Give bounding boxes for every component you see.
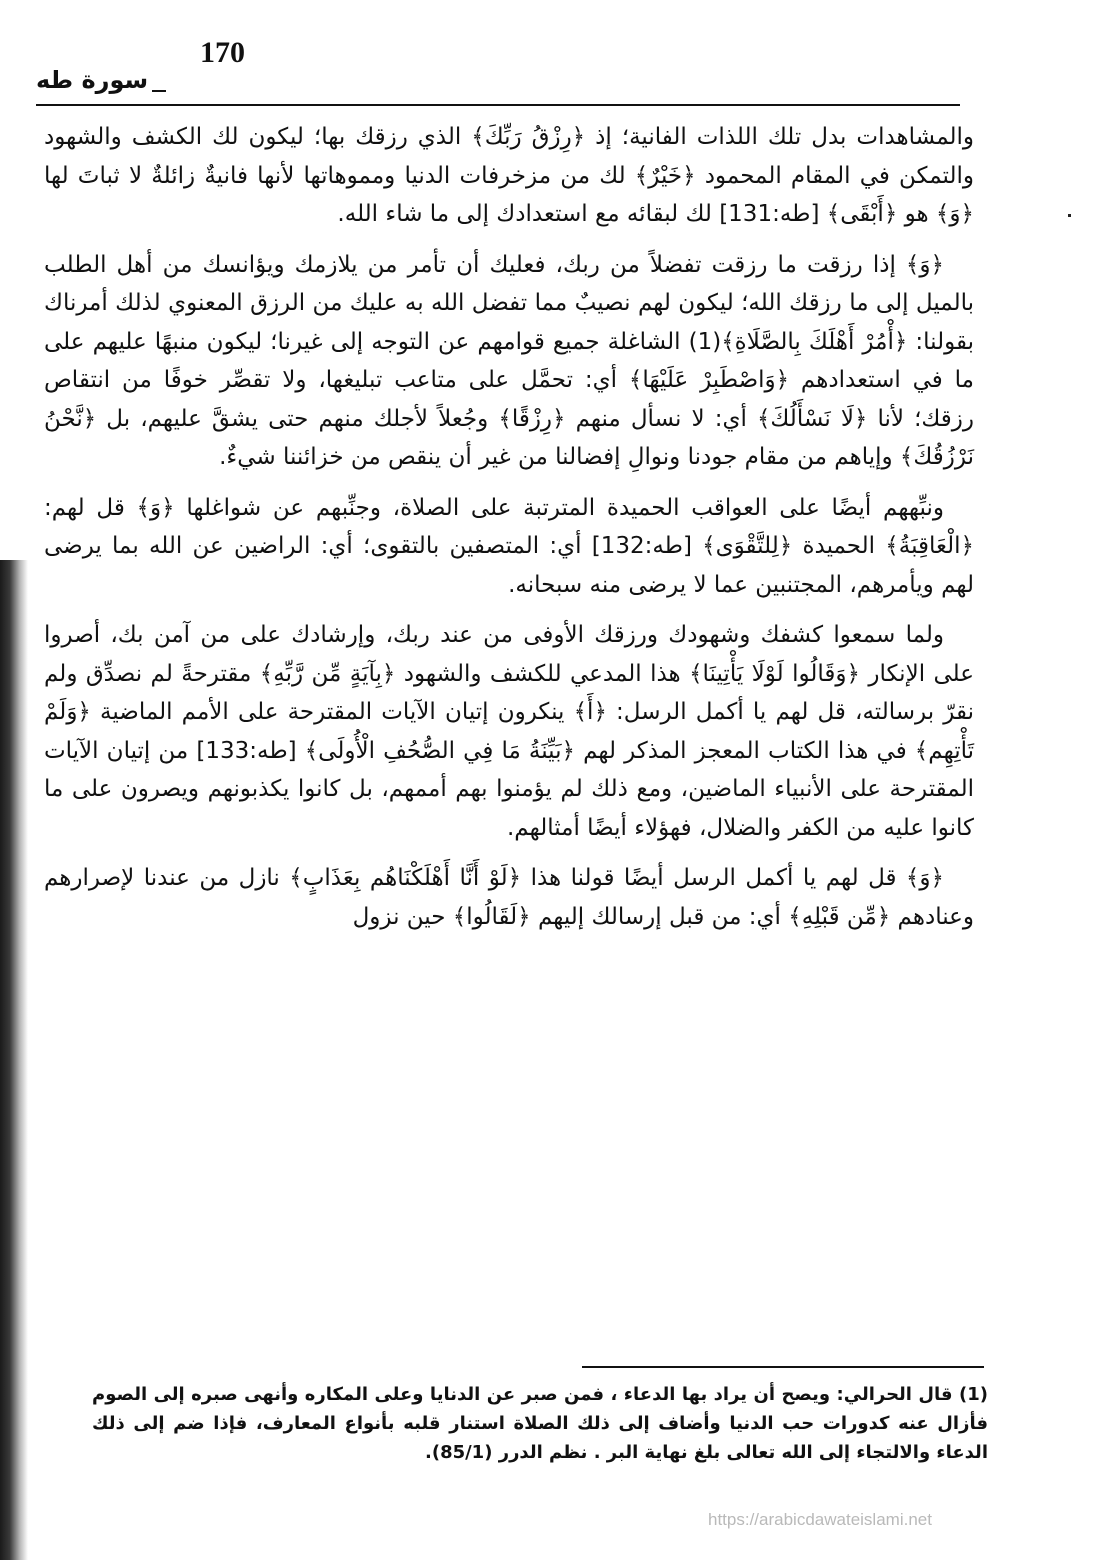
paragraph-4: ولما سمعوا كشفك وشهودك ورزقك الأوفى من عند ربك، وإرشادك على من آمن بك، أصروا على الإنكار ﴿وَقَالُوا لَوْلَا يَأْتِينَا﴾ هذا المدعي للكشف والشهود ﴿بِآيَةٍ مِّن رَّبِّهِ﴾ مقترحةً لم نصدِّق ولم نقرّ برسالته، قل لهم يا أكمل الرسل: ﴿أَ﴾ ينكرون إتيان الآيات المقترحة على الأمم الماضية ﴿وَلَمْ تَأْتِهِم﴾ في هذا الكتاب المعجز المذكر لهم ﴿بَيِّنَةُ مَا فِي الصُّحُفِ الْأُولَى﴾ [طه:133] من إتيان الآيات المقترحة على الأنبياء الماضين، ومع ذلك لم يؤمنوا بهم أممهم، بل كانوا يكذبونهم ويصرون على ما كانوا عليه من الكفر والضلال، فهؤلاء أيضًا أمثالهم. [44, 622, 975, 841]
header-dash [152, 90, 166, 92]
surah-title: سورة طه [36, 66, 149, 94]
paragraph-3: ونبِّههم أيضًا على العواقب الحميدة المترتبة على الصلاة، وجنِّبهم عن شواغلها ﴿وَ﴾ قل لهم: ﴿الْعَاقِبَةُ﴾ الحميدة ﴿لِلتَّقْوَى﴾ [طه:132] أي: المتصفين بالتقوى؛ أي: الراضين عن الله بما يرضى لهم ويأمرهم، المجتنبين عما لا يرضى منه سبحانه. [44, 494, 974, 598]
footnote: (1) قال الحرالي: ويصح أن يراد بها الدعاء ، فمن صبر عن الدنايا وعلى المكاره وأنهى صبره إلى الصوم فأزال عنه كدورات حب الدنيا وأضاف إلى ذلك الصلاة استنار قلبه بأنواع المعارف، فإذا ضم إلى ذلك الدعاء والالتجاء إلى الله تعالى بلغ نهاية البر . نظم الدرر (85/1). [92, 1384, 988, 1463]
margin-speck [1068, 214, 1071, 217]
header-rule [36, 104, 960, 106]
footnote-rule [582, 1366, 984, 1368]
scan-shadow-edge [0, 560, 28, 1560]
paragraph-2: ﴿وَ﴾ إذا رزقت ما رزقت تفضلاً من ربك، فعليك أن تأمر من يلازمك ويؤانسك من أهل الطلب بالميل إلى ما رزقك الله؛ ليكون لهم نصيبٌ مما تفضل الله به عليك من الرزق المعنوي لذلك أمرناك بقولنا: ﴿أْمُرْ أَهْلَكَ بِالصَّلَاةِ﴾(1) الشاغلة جميع قوامهم عن التوجه إلى غيرنا؛ ليكون منبهًا عليهم على ما في استعدادهم ﴿وَاصْطَبِرْ عَلَيْهَا﴾ أي: تحمَّل على متاعب تبليغها، ولا تقصِّر خوفًا من انتقاص رزقك؛ لأنا ﴿لَا نَسْأَلُكَ﴾ أي: لا نسأل منهم ﴿رِزْقًا﴾ وجُعلاً لأجلك منهم حتى يشقَّ عليهم، بل ﴿نَّحْنُ نَرْزُقُكَ﴾ وإياهم من مقام جودنا ونوالِ إفضالنا من غير أن ينقص من خزائننا شيءٌ. [44, 251, 974, 470]
watermark-url: https://arabicdawateislami.net [708, 1510, 932, 1529]
paragraph-1: والمشاهدات بدل تلك اللذات الفانية؛ إذ ﴿رِزْقُ رَبِّكَ﴾ الذي رزقك بها؛ ليكون لك الكشف والشهود والتمكن في المقام المحمود ﴿خَيْرٌ﴾ لك من مزخرفات الدنيا ومموهاتها لأنها فانيةٌ زائلةٌ لا ثباتَ لها ﴿وَ﴾ هو ﴿أَبْقَى﴾ [طه:131] لك لبقائه مع استعدادك إلى ما شاء الله. [44, 124, 974, 227]
page-number: 170 [200, 36, 245, 69]
paragraph-5: ﴿وَ﴾ قل لهم يا أكمل الرسل أيضًا قولنا هذا ﴿لَوْ أَنَّا أَهْلَكْنَاهُم بِعَذَابٍ﴾ نازل من عندنا لإصرارهم وعنادهم ﴿مِّن قَبْلِهِ﴾ أي: من قبل إرسالك إليهم ﴿لَقَالُوا﴾ حين نزول [44, 865, 974, 930]
body-text [44, 118, 974, 948]
